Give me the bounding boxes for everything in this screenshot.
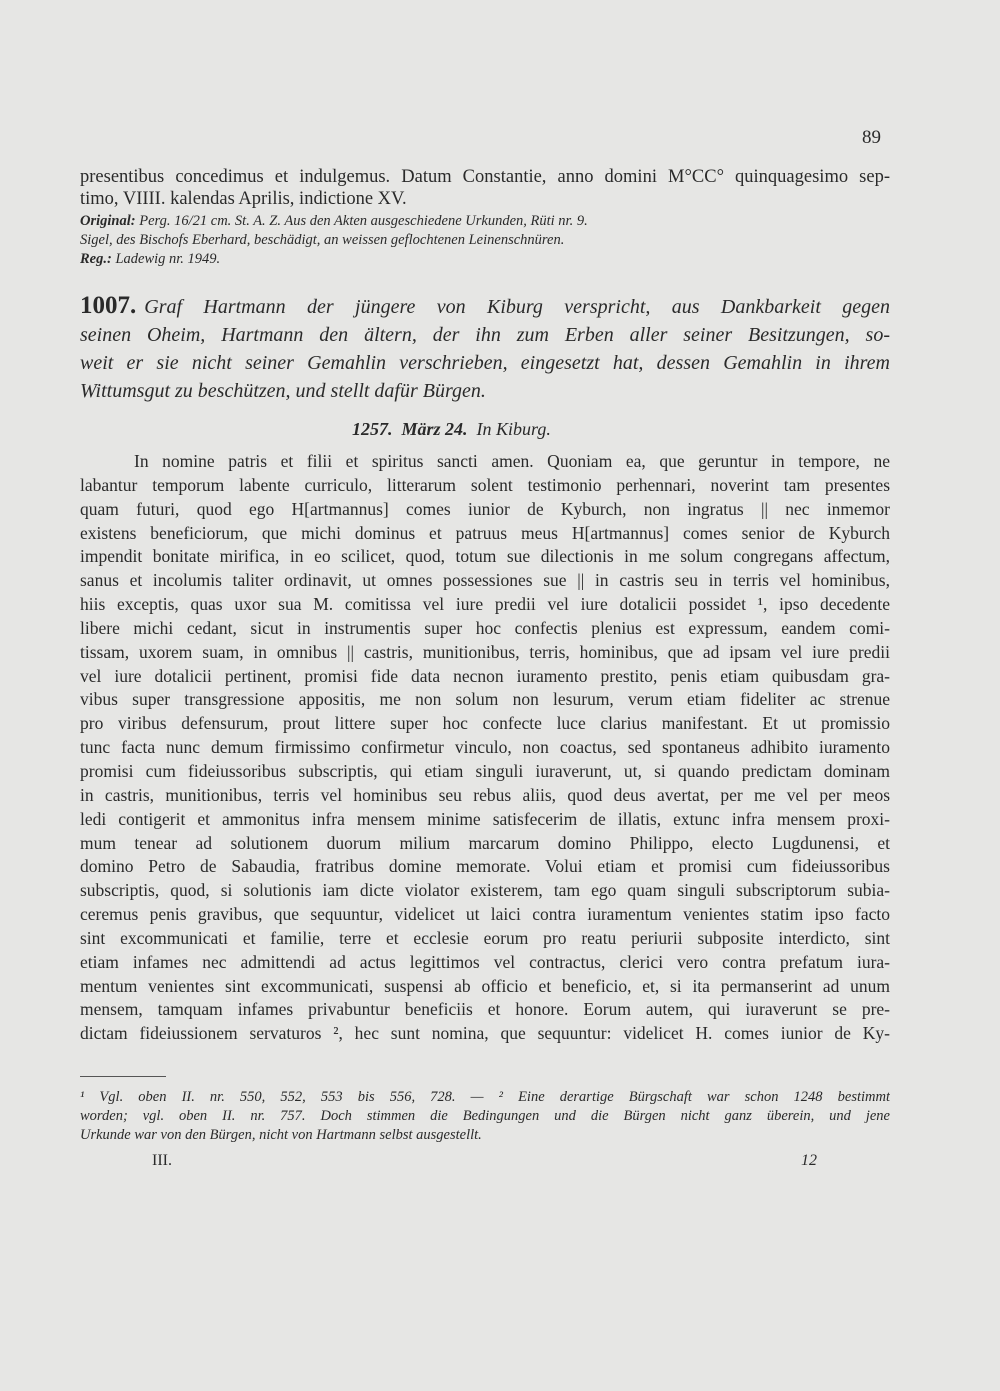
body-line: etiam infames nec admittendi ad actus legittimos vel contractus, clerici vero contra prefatum iura-	[80, 951, 890, 972]
footnote-line: worden; vgl. oben II. nr. 757. Doch stimmen die Bedingungen und die Bürgen nicht ganz überein, und jene	[80, 1108, 890, 1124]
body-line: pro viribus defensurum, prout littere super hoc confecte luce clarius manifestant. Et ut promissio	[80, 713, 890, 734]
reg-text: Ladewig nr. 1949.	[111, 251, 221, 267]
date-place: In Kiburg.	[476, 419, 551, 439]
heading-line	[80, 292, 890, 321]
body-line: In nomine patris et filii et spiritus sancti amen. Quoniam ea, que geruntur in tempore, ne	[134, 451, 890, 471]
intro-line: timo, VIIII. kalendas Aprilis, indictione XV.	[80, 189, 407, 209]
body-line: mum tenear ad solutionem duorum milium marcarum domino Philippo, electo Lugdunensi, et	[80, 832, 890, 853]
page-number: 89	[862, 127, 881, 148]
body-line: dictam fideiussionem servaturos ², hec sunt nomina, que sequuntur: videlicet H. comes iunior de Ky-	[80, 1023, 890, 1044]
sheet-signature: 12	[801, 1152, 817, 1169]
body-line: vel iure dotalicii pertinent, promisi fide data necnon iuramento prestito, penis etiam quibusdam gra-	[80, 665, 890, 686]
body-line: promisi cum fideiussoribus subscriptis, qui etiam singuli iuraverunt, ut, si quando predictam dominam	[80, 760, 890, 781]
date-day: März 24.	[401, 419, 468, 439]
body-line: sanus et incolumis taliter ordinavit, ut omnes possessiones sue || in castris seu in terris vel hominibus,	[80, 570, 890, 591]
charter-text	[80, 450, 890, 1046]
body-line: libere michi cedant, sicut in instrumentis super hoc confectis plenius est expressum, eandem comi-	[80, 617, 890, 638]
document-number: 1007.	[80, 292, 137, 319]
heading-line: Wittumsgut zu beschützen, und stellt dafür Bürgen.	[80, 380, 486, 402]
footnotes	[80, 1088, 890, 1145]
body-line: tunc facta nunc demum firmissimo confirmetur vinculo, non coactus, sed spontaneus adhibito iuramento	[80, 737, 890, 758]
body-line: ledi contigerit et ammonitus infra mensem minime satisfecerim de illatis, extunc infra mensem proxi-	[80, 808, 890, 829]
volume-signature: III.	[152, 1152, 172, 1169]
intro-line: presentibus concedimus et indulgemus. Datum Constantie, anno domini M°CC° quinquagesimo sep-	[80, 167, 890, 187]
date-year: 1257.	[352, 419, 393, 439]
body-line: in castris, munitionibus, terris vel hominibus seu rebus aliis, quod deus avertat, per me vel per meos	[80, 784, 890, 805]
heading-line: seinen Oheim, Hartmann den ältern, der ihn zum Erben aller seiner Besitzungen, so-	[80, 324, 890, 346]
reg-label: Reg.:	[80, 251, 112, 267]
seal-note: Sigel, des Bischofs Eberhard, beschädigt, an weissen geflochtenen Leinenschnüren.	[80, 232, 565, 248]
body-line: mensem, tamquam infames privabuntur beneficiis et honore. Eorum autem, qui iuraverunt se pre-	[80, 999, 890, 1020]
body-line: domino Petro de Sabaudia, fratribus domine memorate. Volui etiam et promisi cum fideiussoribus	[80, 856, 890, 877]
body-line: quam futuri, quod ego H[artmannus] comes iunior de Kyburch, non ingratus || nec inmemor	[80, 498, 890, 519]
document-heading	[80, 292, 890, 405]
regest-note	[80, 250, 890, 269]
original-label: Original:	[80, 213, 136, 229]
body-line: subscriptis, quod, si solutionis iam dicte violator existerem, tam ego quam singuli subscriptorum subia-	[80, 880, 890, 901]
body-line: ceremus penis gravibus, que sequuntur, videlicet ut laici contra iuramentum venientes statim ipso facto	[80, 904, 890, 925]
body-line: hiis exceptis, quas uxor sua M. comitissa vel iure predii vel iure dotalicii possidet ¹, ipso decedente	[80, 594, 890, 615]
body-line: vibus super transgressione appositis, me non solum non lesurum, verum etiam fideliter ac strenue	[80, 689, 890, 710]
footnote-line: Urkunde war von den Bürgen, nicht von Hartmann selbst ausgestellt.	[80, 1127, 482, 1143]
heading-text: Graf Hartmann der jüngere von Kiburg verspricht, aus Dankbarkeit gegen	[144, 296, 890, 318]
date-line	[352, 419, 551, 440]
body-line: mentum venientes sint excommunicati, suspensi ab officio et beneficio, et, si ita permanserint ad unum	[80, 975, 890, 996]
body-line: sint excommunicati et familie, terre et ecclesie eorum pro reatu periurii subposite interdicto, sint	[80, 927, 890, 948]
footnote-line: ¹ Vgl. oben II. nr. 550, 552, 553 bis 556, 728. — ² Eine derartige Bürgschaft war schon 1248 bestimmt	[80, 1089, 890, 1105]
original-note	[80, 212, 890, 231]
body-line: impendit bonitate mirifica, in eo scilicet, quod, totum sue dilectionis in me solum congregans affectum,	[80, 546, 890, 567]
footnote-rule	[80, 1076, 166, 1077]
body-line: existens beneficiorum, que michi dominus et patruus meus H[artmannus] comes senior de Kyburch	[80, 522, 890, 543]
source-notes	[80, 212, 890, 269]
heading-line: weit er sie nicht seiner Gemahlin verschrieben, eingesetzt hat, dessen Gemahlin in ihrem	[80, 352, 890, 374]
body-line: tissam, uxorem suam, in omnibus || castris, munitionibus, terris, hominibus, que ad ipsam vel iure predii	[80, 641, 890, 662]
body-line: labantur temporum labente curriculo, litterarum solent testimonio perhennari, noverint tam presentes	[80, 474, 890, 495]
intro-paragraph	[80, 166, 890, 210]
original-text: Perg. 16/21 cm. St. A. Z. Aus den Akten ausgeschiedene Urkunden, Rüti nr. 9.	[135, 213, 588, 229]
